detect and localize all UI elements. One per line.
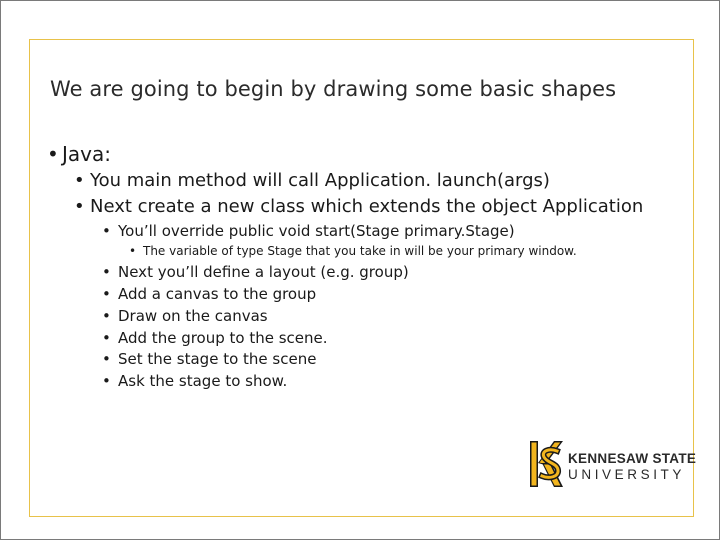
bullet-dot: • xyxy=(47,142,59,166)
bullet-dot: • xyxy=(74,170,85,191)
logo-line-2: UNIVERSITY xyxy=(568,467,686,482)
bullet-text: You’ll override public void start(Stage primary.Stage) xyxy=(118,222,515,240)
bullet-text: Add the group to the scene. xyxy=(118,329,328,347)
bullet-stage-variable xyxy=(129,243,577,259)
kennesaw-state-logo xyxy=(527,439,697,489)
bullet-dot: • xyxy=(102,350,111,368)
bullet-dot: • xyxy=(102,285,111,303)
bullet-dot: • xyxy=(102,329,111,347)
bullet-text: Next create a new class which extends the object Application xyxy=(90,196,644,217)
bullet-add-group xyxy=(102,327,328,349)
bullet-text: Next you’ll define a layout (e.g. group) xyxy=(118,263,409,281)
bullet-set-stage xyxy=(102,348,316,370)
bullet-ask-show xyxy=(102,370,287,392)
bullet-text: Set the stage to the scene xyxy=(118,350,317,368)
bullet-dot: • xyxy=(102,263,111,281)
bullet-override-start xyxy=(102,220,515,242)
ks-monogram-icon xyxy=(527,439,565,489)
slide-title: We are going to begin by drawing some basic shapes xyxy=(50,77,617,101)
bullet-text: You main method will call Application. launch(args) xyxy=(90,170,550,191)
bullet-add-canvas xyxy=(102,283,316,305)
bullet-dot: • xyxy=(74,196,85,217)
bullet-dot: • xyxy=(102,222,111,240)
bullet-dot: • xyxy=(102,307,111,325)
bullet-text: Add a canvas to the group xyxy=(118,285,317,303)
logo-line-1: KENNESAW STATE xyxy=(568,451,697,466)
bullet-text: Java: xyxy=(62,142,111,166)
bullet-main-method xyxy=(74,169,550,193)
bullet-dot: • xyxy=(129,244,137,258)
bullet-create-class xyxy=(74,195,643,219)
bullet-dot: • xyxy=(102,372,111,390)
bullet-text: The variable of type Stage that you take in will be your primary window. xyxy=(143,244,577,258)
bullet-define-layout xyxy=(102,261,409,283)
bullet-draw-canvas xyxy=(102,305,268,327)
bullet-text: Draw on the canvas xyxy=(118,307,268,325)
bullet-text: Ask the stage to show. xyxy=(118,372,288,390)
bullet-java xyxy=(47,140,111,168)
